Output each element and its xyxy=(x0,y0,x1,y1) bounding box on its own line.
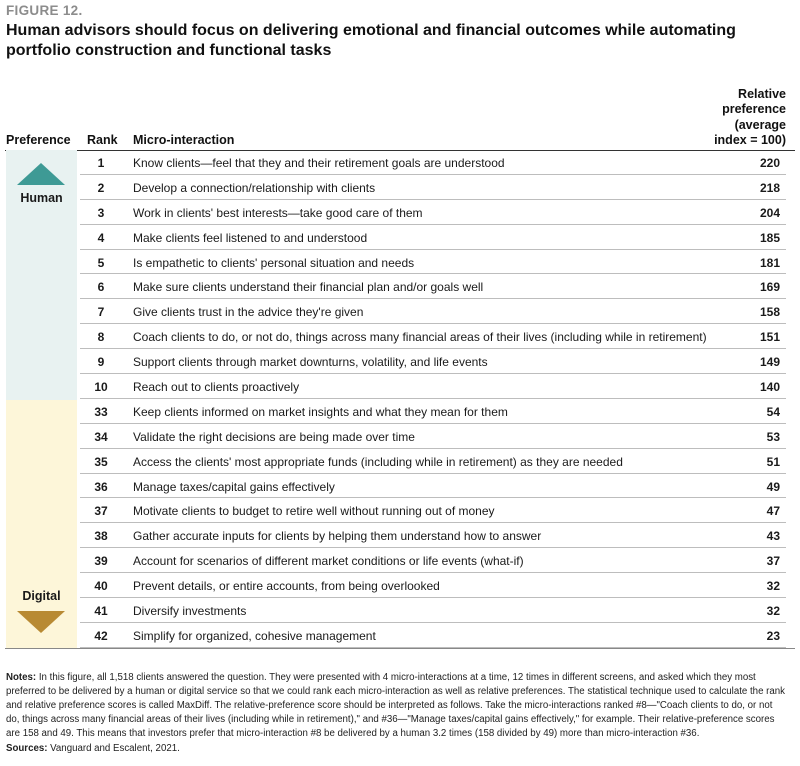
notes-label: Notes: xyxy=(6,672,37,683)
header-micro-interaction: Micro-interaction xyxy=(133,133,235,147)
sources xyxy=(6,743,180,754)
rank-cell: 6 xyxy=(97,280,105,295)
micro-interaction-cell: Reach out to clients proactively xyxy=(133,380,300,395)
rank-cell: 10 xyxy=(94,380,108,395)
table-row xyxy=(80,424,786,449)
table-row xyxy=(80,449,786,474)
relative-preference-cell: 47 xyxy=(766,504,780,519)
rank-cell: 1 xyxy=(97,156,105,170)
micro-interaction-cell: Access the clients' most appropriate funds (including while in retirement) as they are needed xyxy=(133,454,623,469)
micro-interaction-cell: Manage taxes/capital gains effectively xyxy=(133,479,335,494)
relative-preference-cell: 181 xyxy=(759,255,780,270)
rank-cell: 41 xyxy=(94,604,108,619)
table-row xyxy=(80,399,786,424)
figure-title: Human advisors should focus on delivering emotional and financial outcomes while automating portfolio construction and functional tasks xyxy=(6,22,736,59)
rank-cell: 2 xyxy=(97,180,105,195)
micro-interaction-cell: Gather accurate inputs for clients by helping them understand how to answer xyxy=(133,529,542,544)
table-row xyxy=(80,573,786,598)
relative-preference-cell: 151 xyxy=(759,330,780,345)
rank-cell: 36 xyxy=(94,479,108,494)
relative-preference-cell: 37 xyxy=(766,554,780,569)
micro-interaction-cell: Account for scenarios of different market conditions or life events (what-if) xyxy=(133,554,524,569)
sources-text: Vanguard and Escalent, 2021. xyxy=(50,743,180,754)
rank-cell: 9 xyxy=(97,355,105,370)
rank-cell: 38 xyxy=(94,529,108,544)
rank-cell: 7 xyxy=(97,305,105,320)
relative-preference-cell: 49 xyxy=(766,479,780,494)
relative-preference-cell: 169 xyxy=(759,280,780,295)
header-score-line: Relative xyxy=(738,87,786,101)
micro-interaction-cell: Coach clients to do, or not do, things across many financial areas of their lives (including while in retirement) xyxy=(133,330,707,345)
relative-preference-cell: 204 xyxy=(759,205,780,220)
header-score-line: preference xyxy=(722,102,786,117)
relative-preference-cell: 54 xyxy=(766,404,780,419)
ranking-table-body xyxy=(80,150,786,648)
micro-interaction-cell: Make clients feel listened to and understood xyxy=(133,230,368,245)
micro-interaction-cell: Is empathetic to clients' personal situation and needs xyxy=(133,255,415,270)
table-row xyxy=(80,324,786,349)
header-score-line: (average xyxy=(734,117,786,132)
relative-preference-cell: 149 xyxy=(759,355,780,370)
header-relative-preference xyxy=(666,87,786,148)
figure-label: FIGURE 12. xyxy=(6,3,83,18)
micro-interaction-cell: Prevent details, or entire accounts, from being overlooked xyxy=(133,579,440,594)
table-row xyxy=(80,598,786,623)
rank-cell: 8 xyxy=(97,330,105,345)
relative-preference-cell: 32 xyxy=(766,579,780,594)
relative-preference-cell: 185 xyxy=(759,230,780,245)
relative-preference-cell: 220 xyxy=(759,156,780,170)
micro-interaction-cell: Work in clients' best interests—take good care of them xyxy=(133,205,423,220)
micro-interaction-cell: Develop a connection/relationship with clients xyxy=(133,180,376,195)
relative-preference-cell: 140 xyxy=(759,380,780,395)
table-row xyxy=(80,175,786,200)
header-preference: Preference xyxy=(6,133,71,147)
human-preference-band xyxy=(6,150,77,400)
relative-preference-cell: 158 xyxy=(759,305,780,320)
table-row xyxy=(80,299,786,324)
micro-interaction-cell: Know clients—feel that they and their retirement goals are understood xyxy=(133,156,505,170)
relative-preference-cell: 218 xyxy=(759,180,780,195)
rank-cell: 39 xyxy=(94,554,108,569)
notes-text: In this figure, all 1,518 clients answered the question. They were presented with 4 micro-interactions at a time, 12 times in different screens, and asked which they most preferred to be delivered by a human or digital service so that we could rank each micro-interaction as well as relative preferences. The statistical technique used to calculate the rank and relative preference scores is called MaxDiff. The relative-preference score should be interpreted as follows. Take the micro-interactions ranked #8—"Coach clients to do, or not do, things across many financial areas of their lives (including while in retirement)," and #36—"Manage taxes/capital gains effectively," for example. Their relative-preference scores are 158 and 49. This means that investors prefer that micro-interaction #8 be delivered by a human 3.2 times (158 divided by 49) more than micro-interaction #36. xyxy=(6,672,785,739)
human-label: Human xyxy=(20,191,63,205)
relative-preference-cell: 53 xyxy=(766,429,780,444)
rank-cell: 40 xyxy=(94,579,108,594)
sources-label: Sources: xyxy=(6,743,48,754)
relative-preference-cell: 43 xyxy=(766,529,780,544)
table-row xyxy=(80,498,786,523)
table-bottom-divider xyxy=(5,648,795,649)
rank-cell: 3 xyxy=(97,205,105,220)
table-row xyxy=(80,250,786,275)
rank-cell: 4 xyxy=(97,230,105,245)
relative-preference-cell: 51 xyxy=(766,454,780,469)
micro-interaction-cell: Give clients trust in the advice they're given xyxy=(133,305,364,320)
triangle-up-icon xyxy=(17,163,65,185)
micro-interaction-cell: Motivate clients to budget to retire well without running out of money xyxy=(133,504,495,519)
micro-interaction-cell: Make sure clients understand their financial plan and/or goals well xyxy=(133,280,484,295)
micro-interaction-cell: Validate the right decisions are being made over time xyxy=(133,429,415,444)
micro-interaction-cell: Diversify investments xyxy=(133,604,247,619)
rank-cell: 35 xyxy=(94,454,108,469)
rank-cell: 42 xyxy=(94,628,108,643)
rank-cell: 33 xyxy=(94,404,108,419)
table-row xyxy=(80,548,786,573)
table-row xyxy=(80,200,786,225)
table-row xyxy=(80,374,786,399)
table-row xyxy=(80,523,786,548)
relative-preference-cell: 32 xyxy=(766,604,780,619)
digital-label: Digital xyxy=(22,589,61,603)
rank-cell: 5 xyxy=(97,255,105,270)
table-row xyxy=(80,474,786,499)
header-rank: Rank xyxy=(87,133,118,147)
table-row xyxy=(80,225,786,250)
table-row xyxy=(80,623,786,648)
relative-preference-cell: 23 xyxy=(766,628,780,643)
table-row xyxy=(80,349,786,374)
header-score-line: index = 100) xyxy=(714,132,786,147)
table-row xyxy=(80,274,786,299)
rank-cell: 34 xyxy=(94,429,108,444)
table-row xyxy=(80,150,786,175)
notes xyxy=(6,671,788,741)
micro-interaction-cell: Keep clients informed on market insights and what they mean for them xyxy=(133,404,508,419)
micro-interaction-cell: Support clients through market downturns, volatility, and life events xyxy=(133,355,488,370)
triangle-down-icon xyxy=(17,611,65,633)
rank-cell: 37 xyxy=(94,504,108,519)
micro-interaction-cell: Simplify for organized, cohesive management xyxy=(133,628,376,643)
